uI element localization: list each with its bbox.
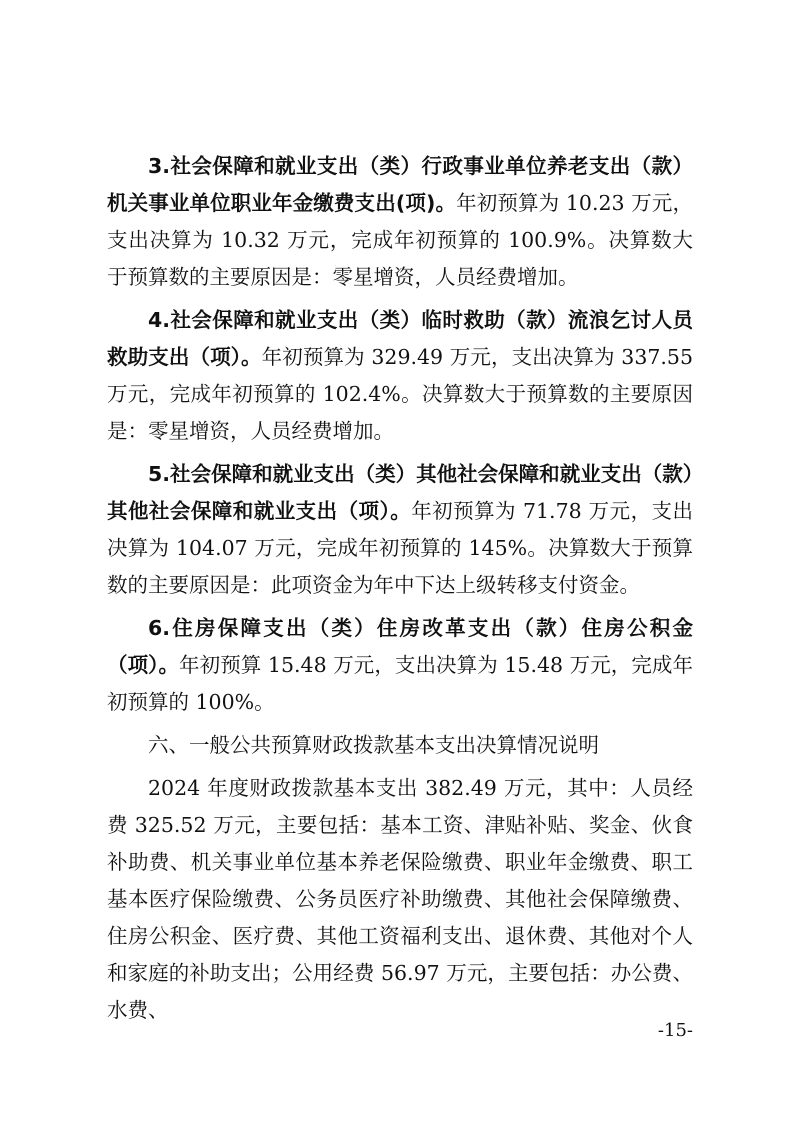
document-body — [107, 148, 693, 1029]
item-3-heading: 3.社会保障和就业支出（类）行政事业单位养老支出（款）机关事业单位职业年金缴费支出(项)。 — [107, 154, 693, 215]
item-4-text: 年初预算为 329.49 万元，支出决算为 337.55 万元，完成年初预算的 102.4%。决算数大于预算数的主要原因是：零星增资，人员经费增加。 — [107, 345, 694, 443]
page-number: -15- — [657, 1020, 693, 1041]
item-5-text: 年初预算为 71.78 万元，支出决算为 104.07 万元，完成年初预算的 145%。决算数大于预算数的主要原因是：此项资金为年中下达上级转移支付资金。 — [107, 499, 693, 597]
section-6-text: 2024 年度财政拨款基本支出 382.49 万元，其中：人员经费 325.52 万元，主要包括：基本工资、津贴补贴、奖金、伙食补助费、机关事业单位基本养老保险缴费、职业年金缴费、职工基本医疗保险缴费、公务员医疗补助缴费、其他社会保障缴费、住房公积金、医疗费、其他工资福利支出、退休费、其他对个人和家庭的补助支出；公用经费 56.97 万元，主要包括：办公费、水费、 — [107, 776, 693, 1022]
item-4-heading: 4.社会保障和就业支出（类）临时救助（款）流浪乞讨人员救助支出（项）。 — [107, 308, 693, 369]
item-4-paragraph — [107, 302, 693, 450]
item-3-text: 年初预算为 10.23 万元，支出决算为 10.32 万元，完成年初预算的 100.9%。决算数大于预算数的主要原因是：零星增资，人员经费增加。 — [107, 191, 693, 289]
section-6-title: 六、一般公共预算财政拨款基本支出决算情况说明 — [148, 733, 599, 757]
item-6-paragraph — [107, 610, 693, 721]
item-5-heading: 5.社会保障和就业支出（类）其他社会保障和就业支出（款）其他社会保障和就业支出（项）。 — [107, 462, 693, 523]
item-6-text: 年初预算 15.48 万元，支出决算为 15.48 万元，完成年初预算的 100%。 — [107, 653, 693, 714]
item-5-paragraph — [107, 456, 693, 604]
item-6-heading: 6.住房保障支出（类）住房改革支出（款）住房公积金（项）。 — [107, 616, 693, 677]
item-3-paragraph — [107, 148, 693, 296]
